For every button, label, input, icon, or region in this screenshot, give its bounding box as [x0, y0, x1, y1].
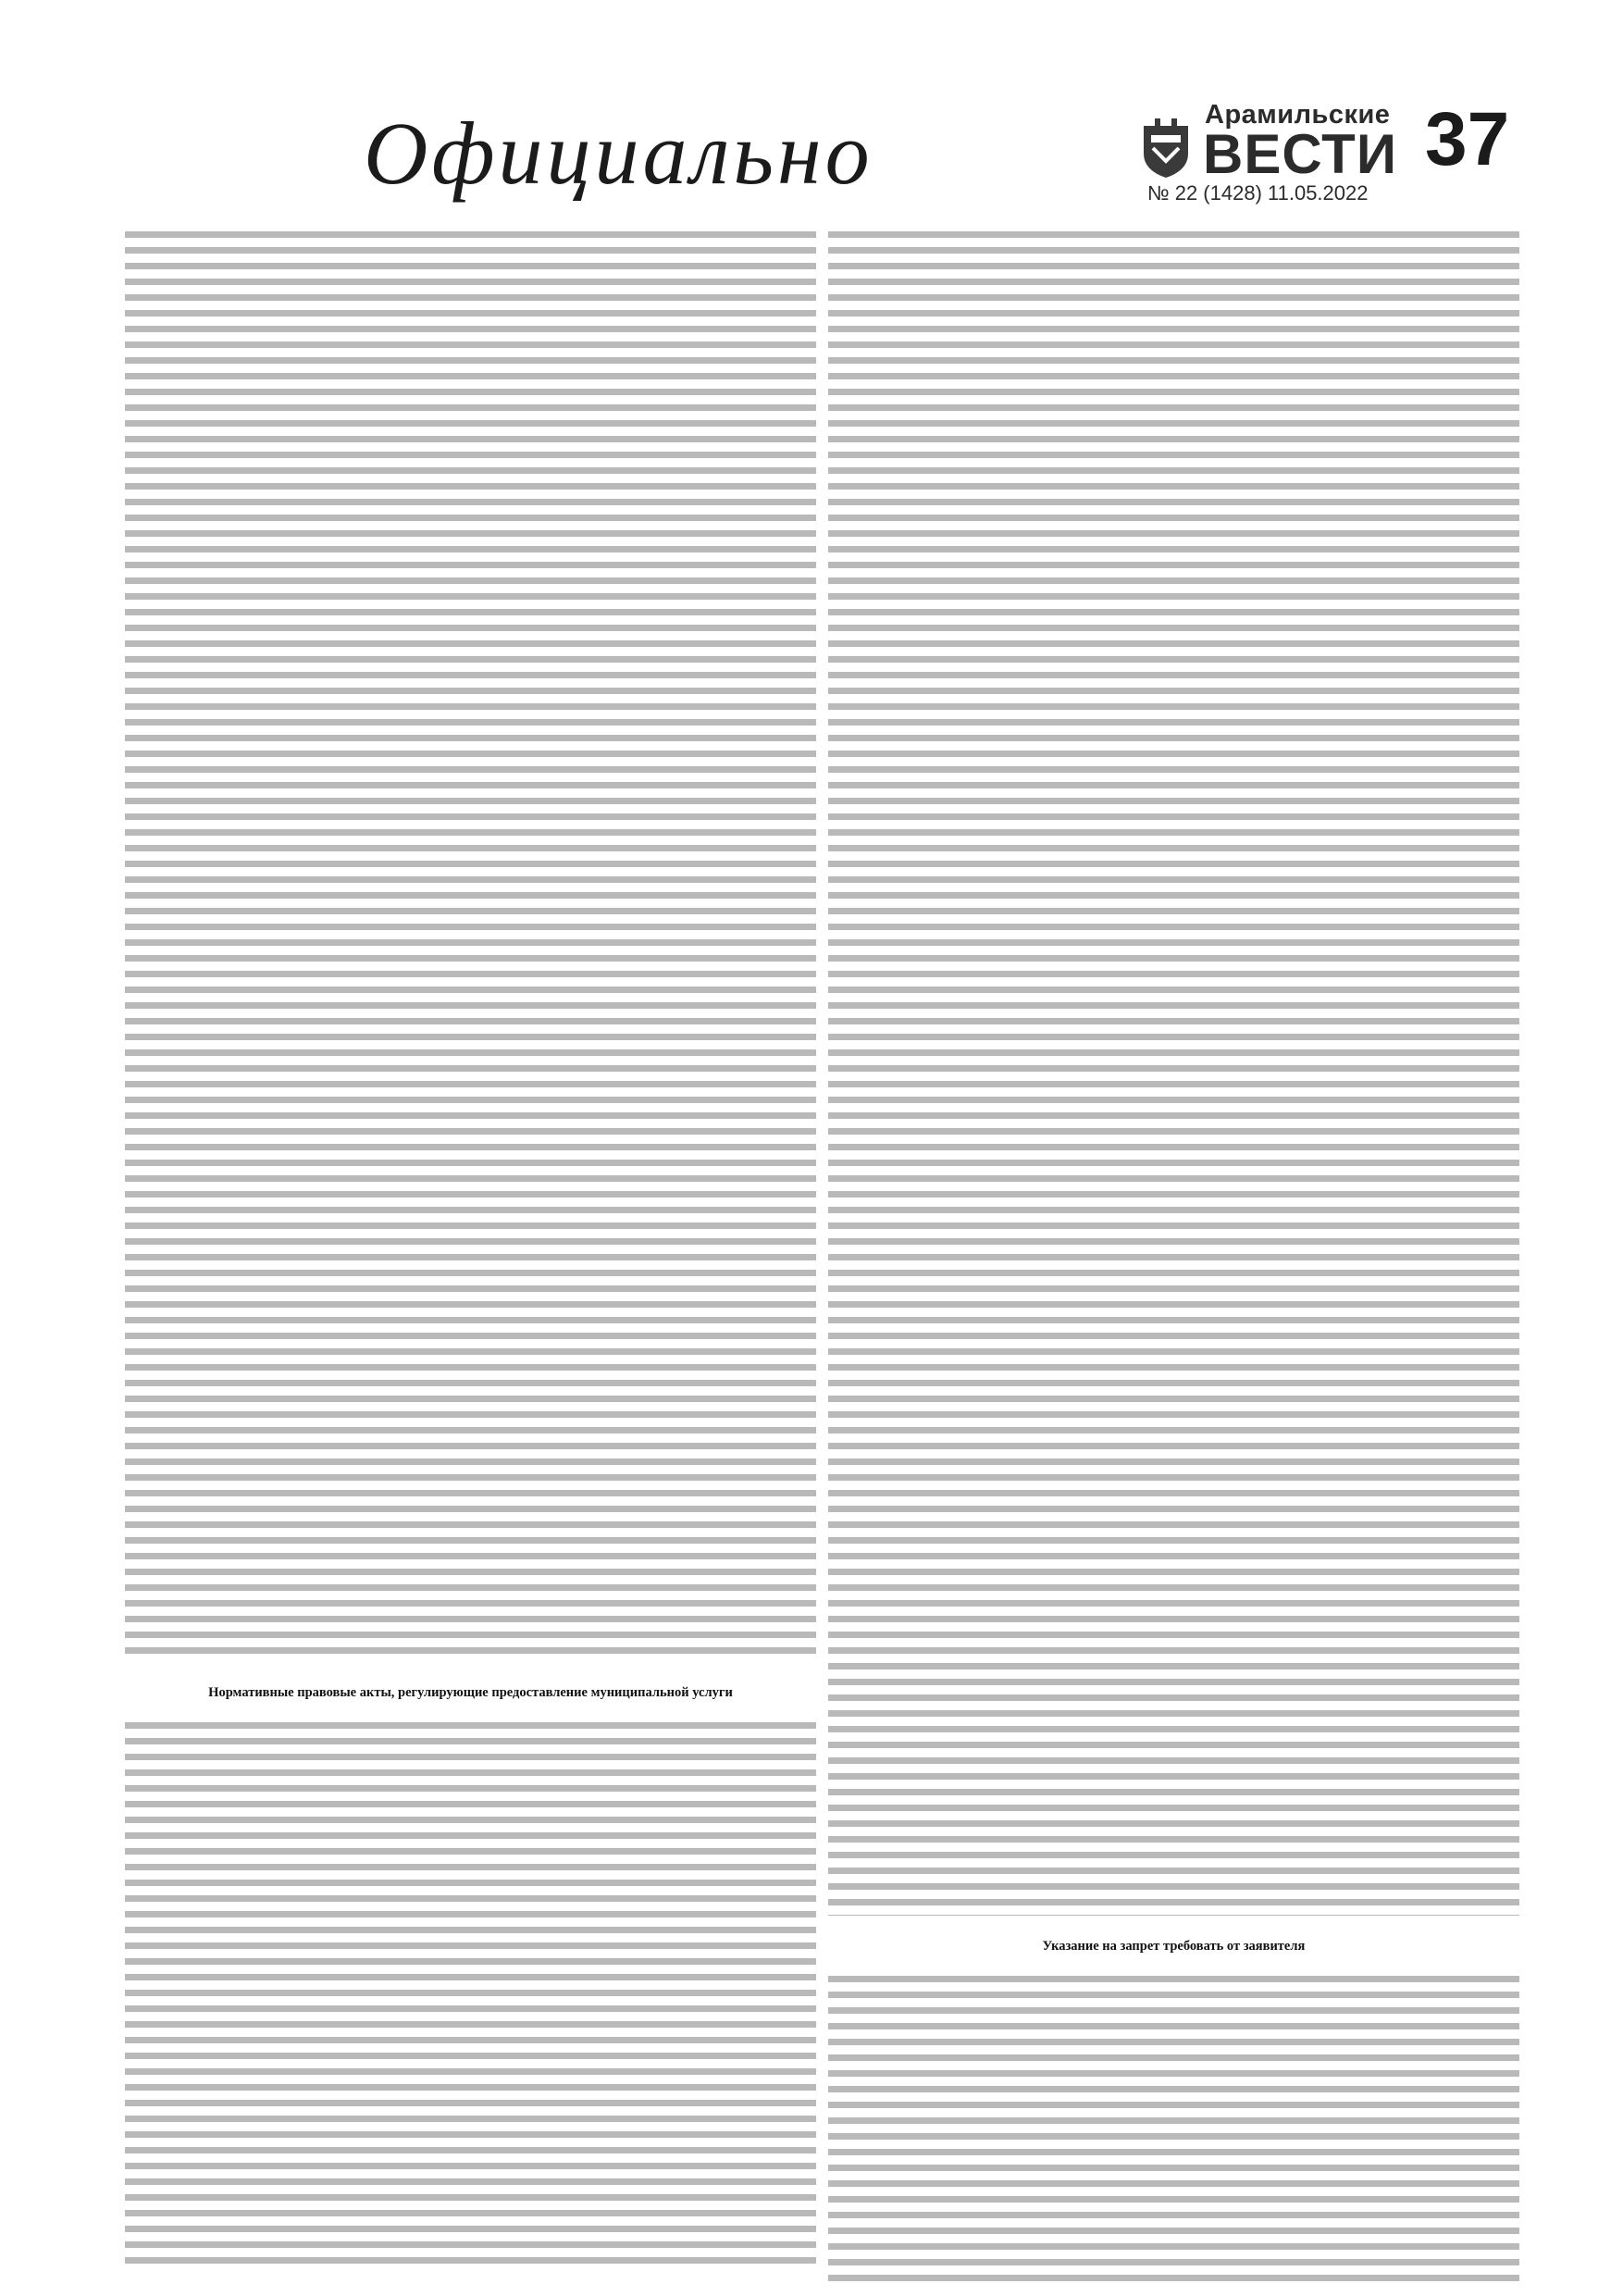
text-block [125, 1722, 816, 2268]
page-number: 37 [1425, 97, 1510, 181]
text-block [828, 231, 1519, 1916]
logo-big-text: ВЕСТИ [1203, 123, 1397, 185]
left-column [125, 231, 816, 2268]
issue-info: № 22 (1428) 11.05.2022 [1147, 181, 1369, 205]
right-column [828, 231, 1519, 2286]
section-heading-normative-acts: Нормативные правовые акты, регулирующие предоставление муниципальной услуги [208, 1685, 733, 1700]
section-title: Официально [364, 104, 873, 203]
newspaper-logo [1136, 96, 1414, 185]
section-heading-prohibition: Указание на запрет требовать от заявителя [1042, 1939, 1306, 1954]
text-block [828, 1976, 1519, 2286]
text-block [125, 231, 816, 1657]
logo-small-text: Арамильские [1205, 100, 1391, 130]
coat-of-arms-icon [1136, 113, 1196, 180]
